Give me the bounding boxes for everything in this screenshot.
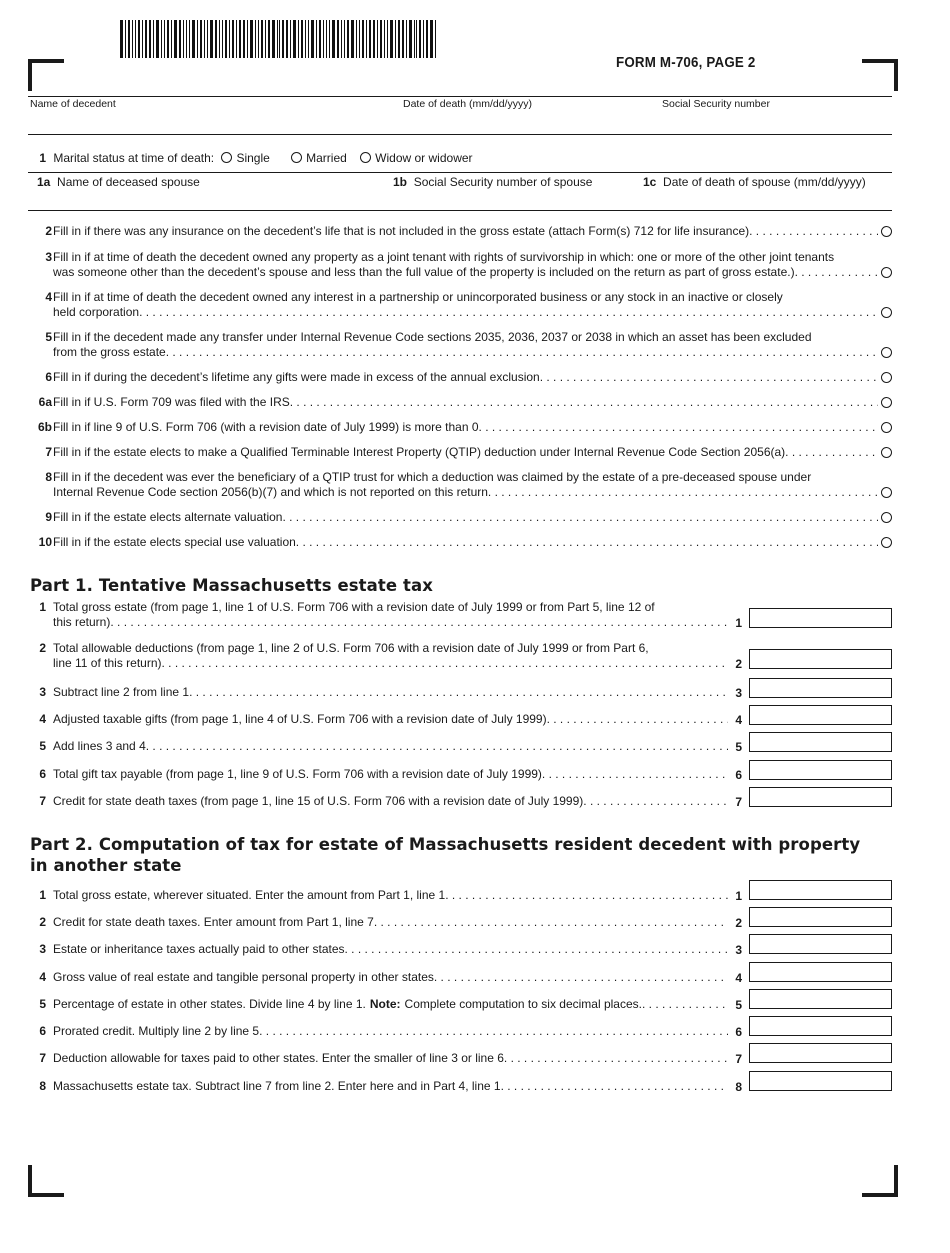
line-number: 5: [39, 997, 46, 1011]
question-text: Fill in if during the decedent’s lifetime any gifts were made in excess of the annual exclusion: [53, 370, 540, 384]
amount-input[interactable]: [749, 1016, 892, 1036]
fill-in-circle[interactable]: [881, 226, 892, 237]
dot-leader: [583, 794, 728, 808]
line-text-leader: [53, 615, 728, 629]
box-line-number: 2: [735, 657, 742, 671]
line-text: Massachusetts estate tax. Subtract line 7 from line 2. Enter here and in Part 4, line 1: [53, 1079, 501, 1093]
line-text-leader: [53, 997, 728, 1011]
question-text-leader: [53, 370, 878, 384]
line-number: 2: [39, 641, 46, 655]
line-number: 2: [39, 915, 46, 929]
line-text: line 11 of this return): [53, 656, 162, 670]
dot-leader: [146, 739, 728, 753]
ssn-label: Social Security number: [662, 98, 770, 110]
dot-leader: [749, 224, 878, 238]
question-text-leader: [53, 485, 878, 499]
box-line-number: 4: [735, 713, 742, 727]
amount-input[interactable]: [749, 989, 892, 1009]
line-number: 5: [39, 739, 46, 753]
question-text: Fill in if the estate elects alternate valuation: [53, 510, 283, 524]
dot-leader: [139, 305, 878, 319]
fill-in-circle[interactable]: [881, 487, 892, 498]
amount-input[interactable]: [749, 760, 892, 780]
line-text: Total gross estate, wherever situated. Enter the amount from Part 1, line 1: [53, 888, 446, 902]
line-number: 6: [45, 370, 52, 384]
fill-in-circle[interactable]: [881, 447, 892, 458]
date-of-death-label: Date of death (mm/dd/yyyy): [403, 98, 532, 110]
dot-leader: [259, 1024, 728, 1038]
box-line-number: 4: [735, 971, 742, 985]
box-line-number: 7: [735, 1052, 742, 1066]
radio-circle-icon[interactable]: [291, 152, 302, 163]
part2-title-line2: in another state: [30, 856, 182, 875]
line-number: 6b: [37, 420, 52, 434]
radio-circle-icon[interactable]: [221, 152, 232, 163]
question-text-leader: [53, 305, 878, 319]
line-number: 2: [45, 224, 52, 238]
question-text: from the gross estate: [53, 345, 166, 359]
dot-leader: [547, 712, 728, 726]
line-number: 10: [38, 535, 52, 549]
line-text-leader: [53, 888, 728, 902]
dot-leader: [479, 420, 878, 434]
name-of-decedent-label: Name of decedent: [30, 98, 116, 110]
fill-in-circle[interactable]: [881, 397, 892, 408]
line-text: Total allowable deductions (from page 1, line 2 of U.S. Form 706 with a revision date of July 1999 or from Part 6,: [53, 641, 649, 655]
line-number: 1: [39, 888, 46, 902]
question-text-leader: [53, 510, 878, 524]
line-number: 4: [39, 970, 46, 984]
registration-mark-top-left: [28, 59, 64, 91]
line-text: Total gross estate (from page 1, line 1 of U.S. Form 706 with a revision date of July 1999 or from Part 5, line 12 of: [53, 600, 655, 614]
registration-mark-bottom-right: [862, 1165, 898, 1197]
fill-in-circle[interactable]: [881, 347, 892, 358]
dot-leader: [296, 535, 878, 549]
radio-circle-icon[interactable]: [360, 152, 371, 163]
fill-in-circle[interactable]: [881, 512, 892, 523]
line-text: Credit for state death taxes (from page 1, line 15 of U.S. Form 706 with a revision date of July 1999): [53, 794, 584, 808]
part1-title: Part 1. Tentative Massachusetts estate tax: [30, 576, 433, 595]
amount-input[interactable]: [749, 787, 892, 807]
question-text: Fill in if line 9 of U.S. Form 706 (with a revision date of July 1999) is more than 0: [53, 420, 479, 434]
dot-leader: [189, 685, 728, 699]
line-text: Deduction allowable for taxes paid to other states. Enter the smaller of line 3 or line 6: [53, 1051, 504, 1065]
line-number: 7: [39, 1051, 46, 1065]
question-text: Fill in if the decedent was ever the beneficiary of a QTIP trust for which a deduction was claimed by the estate of a pre-deceased spouse under: [53, 470, 812, 484]
dot-leader: [445, 888, 728, 902]
question-text-leader: [53, 345, 878, 359]
line-number: 3: [39, 942, 46, 956]
dot-leader: [374, 915, 728, 929]
amount-input[interactable]: [749, 1071, 892, 1091]
dot-leader: [542, 767, 728, 781]
marital-status-row: [30, 151, 473, 165]
box-line-number: 1: [735, 889, 742, 903]
question-text: Fill in if U.S. Form 709 was filed with the IRS: [53, 395, 290, 409]
line-number: 6a: [38, 395, 52, 409]
box-line-number: 8: [735, 1080, 742, 1094]
line-text-leader: [53, 656, 728, 670]
question-text-leader: [53, 224, 878, 238]
line-number: 8: [39, 1079, 46, 1093]
divider: [28, 172, 892, 173]
line-text: Estate or inheritance taxes actually paid to other states: [53, 942, 345, 956]
line-number: 7: [39, 794, 46, 808]
box-line-number: 7: [735, 795, 742, 809]
box-line-number: 5: [735, 998, 742, 1012]
barcode: [120, 20, 438, 58]
line-text-leader: [53, 767, 728, 781]
amount-input[interactable]: [749, 907, 892, 927]
amount-input[interactable]: [749, 678, 892, 698]
registration-mark-top-right: [862, 59, 898, 91]
box-line-number: 6: [735, 1025, 742, 1039]
line-number: 4: [39, 712, 46, 726]
dot-leader: [290, 395, 878, 409]
amount-input[interactable]: [749, 934, 892, 954]
question-text-leader: [53, 445, 878, 459]
line-number: 1: [39, 151, 46, 165]
box-line-number: 3: [735, 943, 742, 957]
dot-leader: [795, 265, 878, 279]
amount-input[interactable]: [749, 962, 892, 982]
line-text: Credit for state death taxes. Enter amount from Part 1, line 7: [53, 915, 374, 929]
divider: [28, 96, 892, 97]
question-text: was someone other than the decedent’s spouse and less than the full value of the property is included on the return as part of gross estate.): [53, 265, 795, 279]
dot-leader: [488, 485, 878, 499]
dot-leader: [345, 942, 729, 956]
line-text-leader: [53, 942, 728, 956]
dot-leader: [162, 656, 729, 670]
line-text-leader: [53, 685, 728, 699]
line-text: Prorated credit. Multiply line 2 by line 5: [53, 1024, 260, 1038]
spouse-death-date-label: 1c Date of death of spouse (mm/dd/yyyy): [643, 175, 866, 189]
fill-in-circle[interactable]: [881, 372, 892, 383]
dot-leader: [434, 970, 728, 984]
line-text-leader: [53, 739, 728, 753]
note-text: Complete computation to six decimal places.: [404, 997, 642, 1011]
amount-input[interactable]: [749, 880, 892, 900]
dot-leader: [501, 1079, 728, 1093]
question-text: Fill in if the estate elects special use valuation: [53, 535, 296, 549]
box-line-number: 1: [735, 616, 742, 630]
line-text-leader: [53, 1024, 728, 1038]
part2-title-line1: Part 2. Computation of tax for estate of Massachusetts resident decedent with property: [30, 835, 861, 854]
box-line-number: 6: [735, 768, 742, 782]
divider: [28, 134, 892, 135]
box-line-number: 2: [735, 916, 742, 930]
question-text-leader: [53, 535, 878, 549]
dot-leader: [642, 997, 728, 1011]
question-text-leader: [53, 420, 878, 434]
amount-input[interactable]: [749, 1043, 892, 1063]
line-number: 6: [39, 767, 46, 781]
line-number: 1: [39, 600, 46, 614]
option-single[interactable]: Single: [221, 151, 269, 165]
spouse-name-label: 1a Name of deceased spouse: [37, 175, 200, 189]
divider: [28, 210, 892, 211]
spouse-ssn-label: 1b Social Security number of spouse: [393, 175, 593, 189]
amount-input[interactable]: [749, 732, 892, 752]
note-label: Note:: [369, 997, 401, 1011]
question-text: Fill in if at time of death the decedent owned any interest in a partnership or unincorporated business or any stock in an inactive or closely: [53, 290, 783, 304]
line-number: 3: [39, 685, 46, 699]
line-number: 4: [45, 290, 52, 304]
question-text: Fill in if the estate elects to make a Qualified Terminable Interest Property (QTIP) deduction under Internal Revenue Code Section 2056(a): [53, 445, 786, 459]
line-text: Total gift tax payable (from page 1, line 9 of U.S. Form 706 with a revision date of July 1999): [53, 767, 542, 781]
box-line-number: 5: [735, 740, 742, 754]
option-widow[interactable]: Widow or widower: [360, 151, 472, 165]
question-text: Fill in if there was any insurance on the decedent’s life that is not included in the gross estate (attach Form(s) 712 for life insurance): [53, 224, 750, 238]
question-text: Fill in if at time of death the decedent owned any property as a joint tenant with rights of survivorship in which: one or more of the other joint tenants: [53, 250, 835, 264]
line-text: Subtract line 2 from line 1: [53, 685, 190, 699]
dot-leader: [504, 1051, 728, 1065]
line-number: 7: [45, 445, 52, 459]
line-text: Adjusted taxable gifts (from page 1, line 4 of U.S. Form 706 with a revision date of July 1999): [53, 712, 547, 726]
fill-in-circle[interactable]: [881, 422, 892, 433]
line-text: Add lines 3 and 4: [53, 739, 146, 753]
dot-leader: [540, 370, 878, 384]
question-text: Internal Revenue Code section 2056(b)(7) and which is not reported on this return: [53, 485, 488, 499]
dot-leader: [110, 615, 728, 629]
fill-in-circle[interactable]: [881, 307, 892, 318]
form-title: FORM M-706, PAGE 2: [616, 55, 756, 71]
line-text: Gross value of real estate and tangible personal property in other states: [53, 970, 434, 984]
line-text-leader: [53, 1051, 728, 1065]
line-number: 9: [45, 510, 52, 524]
question-text: Fill in if the decedent made any transfer under Internal Revenue Code sections 2035, 2036, 2037 or 2038 in which an asset has been excluded: [53, 330, 812, 344]
marital-status-label: Marital status at time of death:: [53, 151, 215, 165]
dot-leader: [166, 345, 878, 359]
dot-leader: [785, 445, 878, 459]
line-text-leader: [53, 915, 728, 929]
line-number: 6: [39, 1024, 46, 1038]
box-line-number: 3: [735, 686, 742, 700]
line-text-leader: [53, 1079, 728, 1093]
line-text: Percentage of estate in other states. Divide line 4 by line 1.: [53, 997, 366, 1011]
line-text: this return): [53, 615, 111, 629]
fill-in-circle[interactable]: [881, 267, 892, 278]
amount-input[interactable]: [749, 705, 892, 725]
line-text-leader: [53, 794, 728, 808]
question-text: held corporation: [53, 305, 140, 319]
line-number: 5: [45, 330, 52, 344]
line-text-leader: [53, 970, 728, 984]
question-text-leader: [53, 265, 878, 279]
line-number: 3: [45, 250, 52, 264]
question-text-leader: [53, 395, 878, 409]
amount-input[interactable]: [749, 649, 892, 669]
line-number: 8: [45, 470, 52, 484]
option-married[interactable]: Married: [291, 151, 347, 165]
amount-input[interactable]: [749, 608, 892, 628]
line-text-leader: [53, 712, 728, 726]
registration-mark-bottom-left: [28, 1165, 64, 1197]
dot-leader: [282, 510, 878, 524]
fill-in-circle[interactable]: [881, 537, 892, 548]
